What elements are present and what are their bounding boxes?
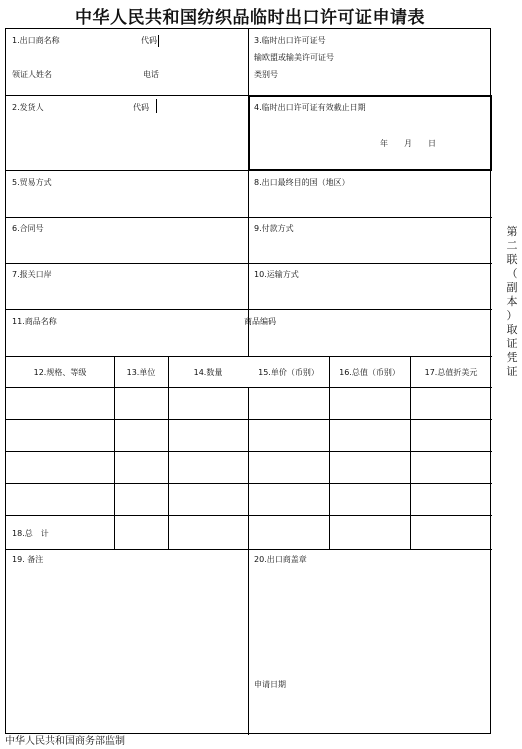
application-form bbox=[5, 28, 491, 734]
row-divider bbox=[6, 387, 492, 388]
goods-name-label: 11.商品名称 bbox=[12, 317, 57, 326]
row-divider bbox=[6, 217, 492, 218]
column-divider bbox=[248, 29, 249, 356]
contract-label: 6.合同号 bbox=[12, 224, 44, 233]
copy-note-char: 凭 bbox=[506, 351, 518, 364]
copy-note-char: 本 bbox=[506, 295, 518, 308]
code-marker bbox=[156, 99, 157, 113]
column-divider bbox=[114, 356, 115, 549]
row-divider bbox=[6, 263, 492, 264]
trade-mode-label: 5.贸易方式 bbox=[12, 178, 52, 187]
applicant-label: 领证人姓名 bbox=[12, 70, 52, 79]
copy-note-char: 证 bbox=[506, 365, 518, 378]
row-divider bbox=[6, 549, 492, 550]
row-divider bbox=[6, 309, 492, 310]
col-unit-header: 13.单位 bbox=[126, 368, 156, 377]
expiry-label: 4.临时出口许可证有效截止日期 bbox=[254, 103, 366, 112]
remarks-label: 19. 备注 bbox=[12, 555, 44, 564]
col-spec-header: 12.规格、等级 bbox=[33, 368, 87, 377]
copy-note-char: ） bbox=[506, 309, 518, 322]
code-marker bbox=[158, 35, 159, 47]
goods-code-label: 商品编码 bbox=[244, 317, 276, 326]
column-divider bbox=[410, 356, 411, 549]
payment-label: 9.付款方式 bbox=[254, 224, 294, 233]
expiry-date-label: 年 月 日 bbox=[380, 139, 436, 148]
apply-date-label: 申请日期 bbox=[254, 680, 286, 689]
destination-label: 8.出口最终目的国（地区） bbox=[254, 178, 350, 187]
col-quantity-header: 14.数量 bbox=[193, 368, 223, 377]
customs-port-label: 7.报关口岸 bbox=[12, 270, 52, 279]
phone-label: 电话 bbox=[143, 70, 159, 79]
category-label: 类别号 bbox=[254, 70, 278, 79]
exporter-seal-label: 20.出口商盖章 bbox=[254, 555, 307, 564]
row-divider bbox=[6, 356, 492, 357]
copy-note-char: 二 bbox=[506, 239, 518, 252]
import-license-label: 输欧盟或输美许可证号 bbox=[254, 53, 334, 62]
col-total-value-header: 16.总值（币别） bbox=[339, 368, 400, 377]
column-divider bbox=[168, 356, 169, 549]
row-divider bbox=[6, 483, 492, 484]
transport-label: 10.运输方式 bbox=[254, 270, 299, 279]
form-title: 中华人民共和国纺织品临时出口许可证申请表 bbox=[75, 8, 425, 28]
consignor-label: 2.发货人 bbox=[12, 103, 44, 112]
total-label: 18.总 计 bbox=[12, 529, 49, 538]
exporter-label: 1.出口商名称 bbox=[12, 36, 60, 45]
copy-note bbox=[505, 225, 519, 379]
copy-note-char: 第 bbox=[506, 225, 518, 238]
copy-note-char: 联 bbox=[506, 253, 518, 266]
col-unit-price-header: 15.单价（币别） bbox=[258, 368, 319, 377]
temp-license-label: 3.临时出口许可证号 bbox=[254, 36, 326, 45]
exporter-code-label: 代码 bbox=[141, 36, 157, 45]
copy-note-char: 取 bbox=[506, 323, 518, 336]
copy-note-char: （ bbox=[506, 267, 518, 280]
copy-note-char: 证 bbox=[506, 337, 518, 350]
consignor-code-label: 代码 bbox=[133, 103, 149, 112]
row-divider bbox=[6, 515, 492, 516]
row-divider bbox=[6, 451, 492, 452]
row-divider bbox=[6, 419, 492, 420]
row-divider bbox=[6, 95, 249, 96]
column-divider bbox=[329, 356, 330, 549]
column-divider bbox=[248, 387, 249, 735]
footer-issuer: 中华人民共和国商务部监制 bbox=[5, 736, 125, 747]
copy-note-char: 副 bbox=[506, 281, 518, 294]
col-usd-header: 17.总值折美元 bbox=[424, 368, 478, 377]
